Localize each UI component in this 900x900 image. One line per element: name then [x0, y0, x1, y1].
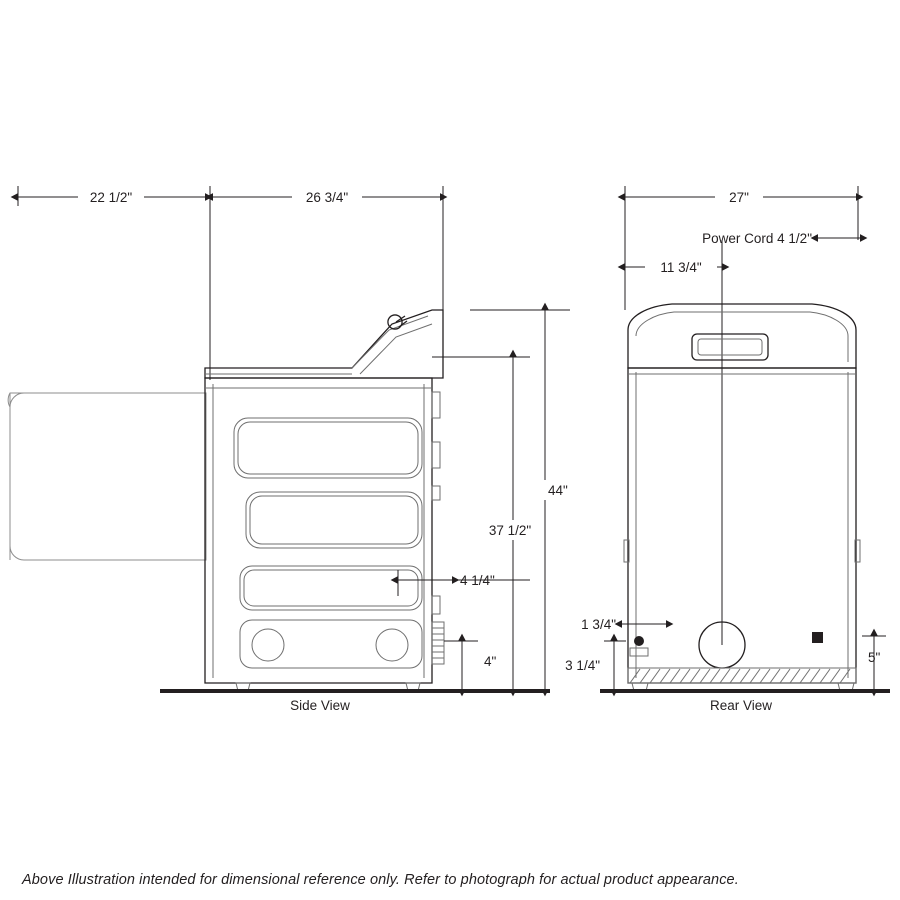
dim-vent-offset-bottom	[565, 641, 626, 689]
dim-body-depth	[213, 188, 440, 206]
power-cord-entry	[812, 632, 823, 643]
rear-view-label: Rear View	[709, 698, 773, 713]
dim-label-leg-height: 5"	[868, 650, 881, 665]
dim-label-rear-width: 27"	[729, 190, 749, 205]
dim-label-total-height: 44"	[548, 483, 568, 498]
dim-rear-width	[625, 188, 856, 206]
side-vent-louvers	[432, 622, 444, 664]
side-panel-insets	[234, 418, 422, 668]
dim-lower-offset	[398, 570, 495, 596]
footnote-text: Above Illustration intended for dimensional reference only. Refer to photograph for actual product appearance.	[22, 872, 739, 888]
dim-leg-height	[862, 636, 886, 689]
dim-label-vent-offset-left: 1 3/4"	[581, 617, 616, 632]
dim-label-door-open-depth: 22 1/2"	[89, 190, 133, 205]
dryer-rear-body	[624, 304, 860, 691]
side-view-group	[8, 186, 570, 713]
dim-label-console-height: 37 1/2"	[488, 523, 532, 538]
dim-cord-offset	[625, 258, 722, 276]
dim-total-height	[530, 310, 568, 689]
dim-door-open-depth	[18, 188, 205, 206]
rear-floor-line	[600, 689, 890, 693]
dim-console-height	[478, 357, 542, 689]
left-bracket-marker	[630, 636, 648, 656]
dim-label-body-depth: 26 3/4"	[305, 190, 349, 205]
side-floor-line	[160, 689, 550, 693]
side-view-label: Side View	[290, 698, 350, 713]
rear-bottom-band	[628, 668, 856, 683]
dim-label-cord-offset: 11 3/4"	[660, 260, 702, 275]
open-door-shape	[8, 393, 206, 560]
dim-label-lower-offset: 4 1/4"	[460, 573, 495, 588]
dim-vent-offset-left	[581, 617, 666, 632]
dim-label-vent-offset-bottom: 3 1/4"	[565, 658, 600, 673]
dim-label-bottom-offset: 4"	[484, 654, 497, 669]
rear-view-group	[565, 186, 890, 713]
side-hinge-details	[432, 392, 440, 614]
dim-label-power-cord: Power Cord 4 1/2"	[702, 231, 812, 246]
dim-bottom-offset	[444, 641, 497, 689]
dim-power-cord	[702, 231, 860, 246]
dryer-side-body	[205, 310, 444, 691]
